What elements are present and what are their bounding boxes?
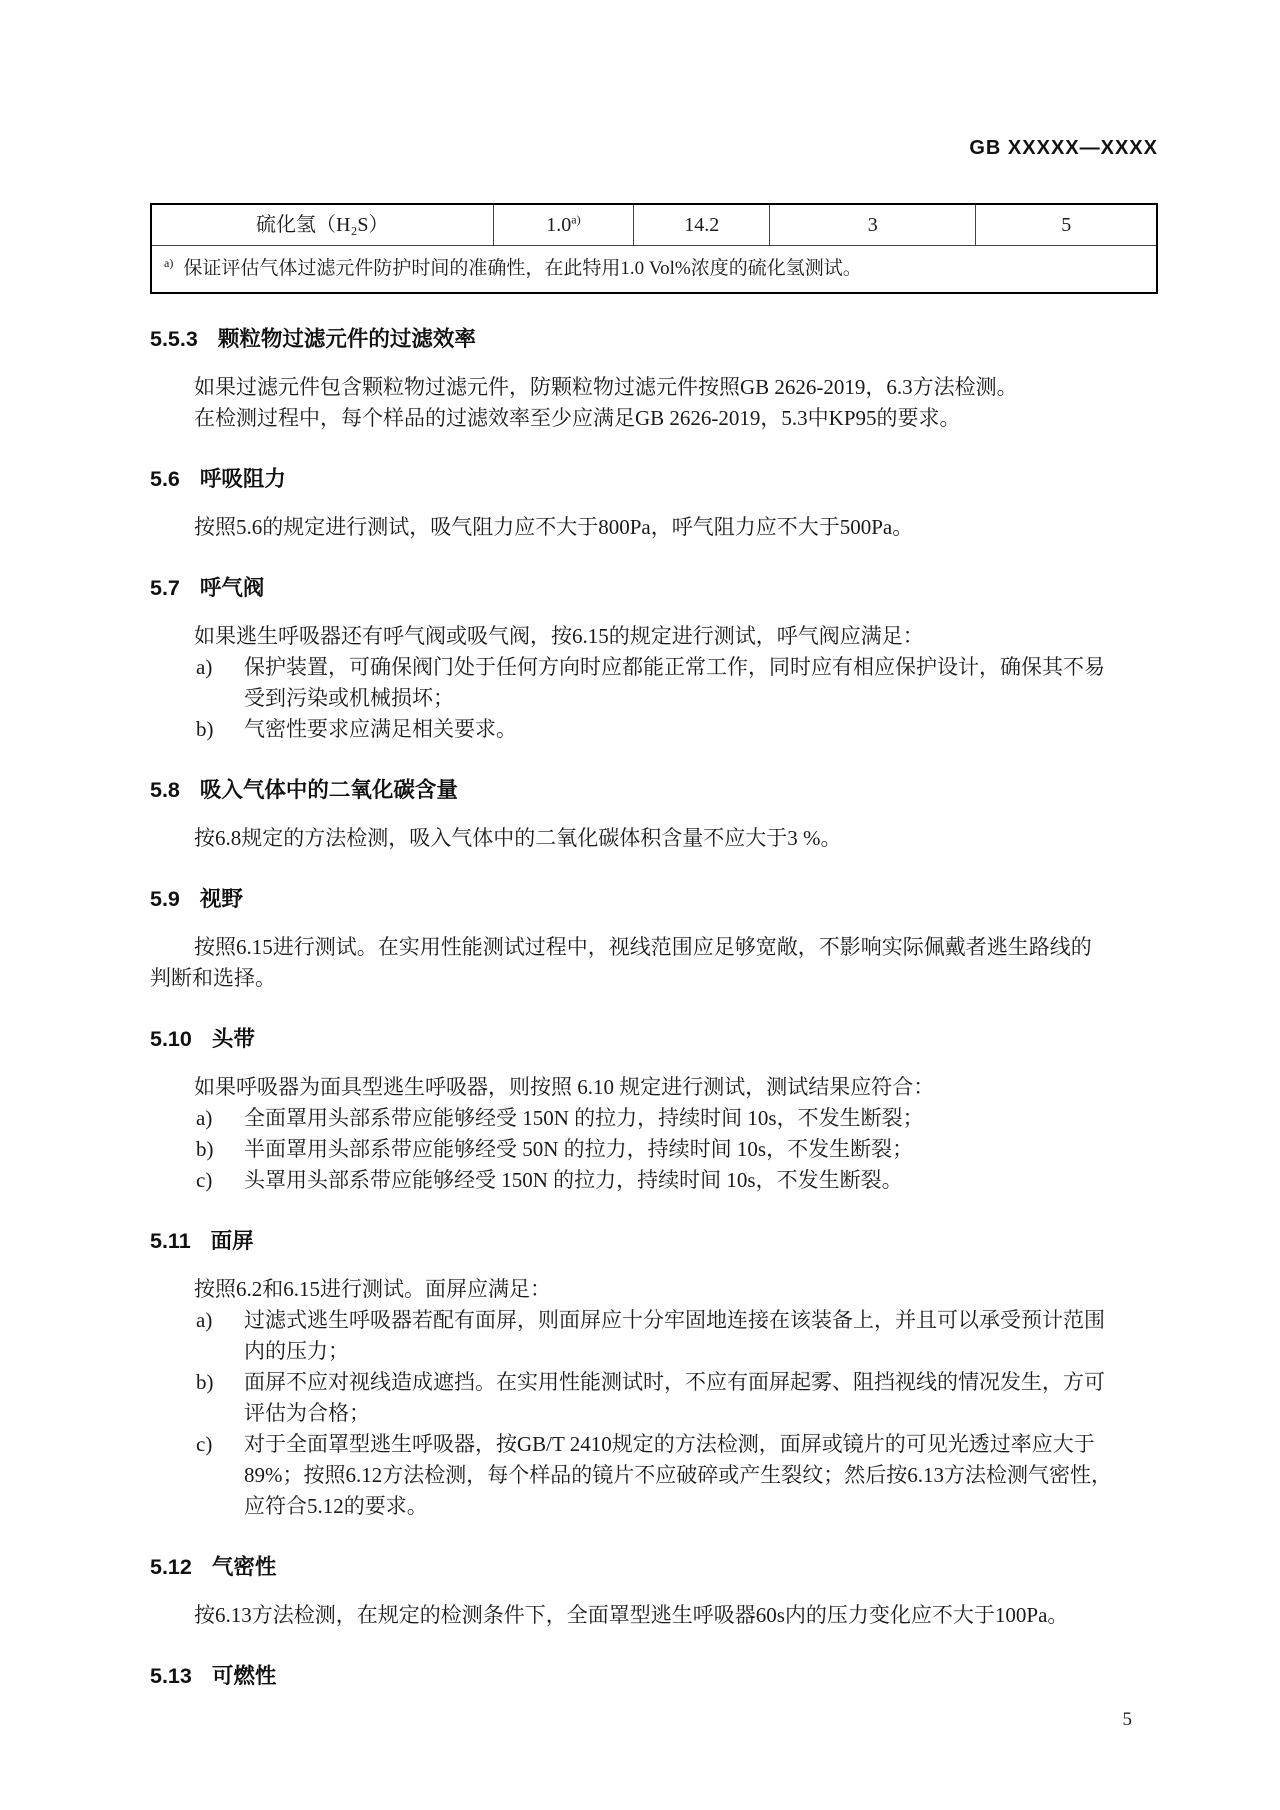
text-line: 如果逃生呼吸器还有呼气阀或吸气阀，按6.15的规定进行测试，呼气阀应满足： (194, 624, 924, 648)
text-line: 内的压力； (244, 1339, 349, 1363)
section-title: 气密性 (211, 1555, 277, 1579)
text-line: 89%；按照6.12方法检测，每个样品的镜片不应破碎或产生裂纹；然后按6.13方法检测气密性， (244, 1463, 1112, 1487)
cell-value-3: 3 (770, 204, 976, 246)
table-footnote-row (151, 246, 1157, 294)
cell-concentration-footnote-marker: a) (571, 212, 581, 227)
section-number: 5.5.3 (150, 327, 198, 351)
section-title: 颗粒物过滤元件的过滤效率 (217, 327, 476, 351)
text-line: 半面罩用头部系带应能够经受 50N 的拉力，持续时间 10s，不发生断裂； (244, 1137, 914, 1161)
text-line: 头罩用头部系带应能够经受 150N 的拉力，持续时间 10s，不发生断裂。 (244, 1168, 903, 1192)
section-number: 5.13 (150, 1664, 192, 1688)
section-number: 5.10 (150, 1027, 192, 1051)
text-line: 如果过滤元件包含颗粒物过滤元件，防颗粒物过滤元件按照GB 2626-2019，6.3方法检测。 (194, 375, 1018, 399)
table-footnote-cell (151, 246, 1157, 294)
text-line: 全面罩用头部系带应能够经受 150N 的拉力，持续时间 10s，不发生断裂； (244, 1106, 924, 1130)
section-heading (150, 1026, 1158, 1052)
text-line: 判断和选择。 (150, 966, 276, 990)
text-line: 气密性要求应满足相关要求。 (244, 717, 517, 741)
section-title: 头带 (211, 1027, 255, 1051)
cell-value-4: 5 (976, 204, 1157, 246)
section-heading (150, 326, 1158, 352)
sections (150, 326, 1158, 1689)
standard-number-header: GB XXXXX—XXXX (969, 137, 1158, 159)
list-item (150, 1103, 1158, 1134)
section-number: 5.6 (150, 467, 180, 491)
list-item-label: a) (196, 1106, 213, 1130)
section-heading (150, 1554, 1158, 1580)
section-title: 呼气阀 (199, 576, 265, 600)
section-number: 5.12 (150, 1555, 192, 1579)
list-item-label: b) (196, 717, 214, 741)
text-line: 受到污染或机械损坏； (244, 686, 454, 710)
text-line: 按照6.2和6.15进行测试。面屏应满足： (194, 1277, 551, 1301)
list-item (150, 652, 1158, 714)
page-number: 5 (1122, 1709, 1132, 1730)
section-title: 呼吸阻力 (199, 467, 286, 491)
gas-test-table (150, 203, 1158, 294)
list-item (150, 1305, 1158, 1367)
text-line: 过滤式逃生呼吸器若配有面屏，则面屏应十分牢固地连接在该装备上，并且可以承受预计范围 (244, 1308, 1105, 1332)
list-item (150, 714, 1158, 745)
section-number: 5.7 (150, 576, 180, 600)
list-item-label: b) (196, 1370, 214, 1394)
list-item-label: a) (196, 655, 213, 679)
text-line: 面屏不应对视线造成遮挡。在实用性能测试时，不应有面屏起雾、阻挡视线的情况发生，方可 (244, 1370, 1105, 1394)
section-heading (150, 886, 1158, 912)
section-heading (150, 466, 1158, 492)
list-item (150, 1134, 1158, 1165)
list-item (150, 1367, 1158, 1429)
section-heading (150, 1663, 1158, 1689)
text-line: 按照5.6的规定进行测试，吸气阻力应不大于800Pa，呼气阻力应不大于500Pa。 (194, 515, 914, 539)
footnote-marker: a) (164, 255, 174, 270)
list-item (150, 1165, 1158, 1196)
list-item-label: c) (196, 1432, 213, 1456)
cell-concentration (493, 204, 634, 246)
footnote-text: 保证评估气体过滤元件防护时间的准确性，在此特用1.0 Vol%浓度的硫化氢测试。 (183, 258, 862, 279)
text-line: 评估为合格； (244, 1401, 370, 1425)
text-line: 按6.13方法检测，在规定的检测条件下，全面罩型逃生呼吸器60s内的压力变化应不大于100Pa。 (194, 1603, 1069, 1627)
cell-value-2: 14.2 (634, 204, 770, 246)
list-item-label: a) (196, 1308, 213, 1332)
table-row (151, 204, 1157, 246)
cell-concentration-value: 1.0 (546, 214, 572, 236)
section-heading (150, 1228, 1158, 1254)
section-title: 可燃性 (211, 1664, 277, 1688)
text-line: 保护装置，可确保阀门处于任何方向时应都能正常工作，同时应有相应保护设计，确保其不易 (244, 655, 1105, 679)
text-line: 应符合5.12的要求。 (244, 1494, 428, 1518)
section-title: 面屏 (210, 1229, 254, 1253)
section-number: 5.11 (150, 1229, 191, 1253)
list-item-label: b) (196, 1137, 214, 1161)
text-line: 按照6.15进行测试。在实用性能测试过程中，视线范围应足够宽敞，不影响实际佩戴者逃生路线的 (194, 935, 1092, 959)
text-line: 在检测过程中，每个样品的过滤效率至少应满足GB 2626-2019，5.3中KP95的要求。 (194, 406, 961, 430)
section-heading (150, 777, 1158, 803)
cell-substance: 硫化氢（H₂S） (151, 204, 493, 246)
section-title: 吸入气体中的二氧化碳含量 (199, 778, 458, 802)
section-heading (150, 575, 1158, 601)
text-line: 对于全面罩型逃生呼吸器，按GB/T 2410规定的方法检测，面屏或镜片的可见光透过率应大于 (244, 1432, 1095, 1456)
list-item-label: c) (196, 1168, 213, 1192)
section-title: 视野 (199, 887, 243, 911)
list-item (150, 1429, 1158, 1522)
section-number: 5.9 (150, 887, 180, 911)
text-line: 如果呼吸器为面具型逃生呼吸器，则按照 6.10 规定进行测试，测试结果应符合： (194, 1075, 935, 1099)
text-line: 按6.8规定的方法检测，吸入气体中的二氧化碳体积含量不应大于3 %。 (194, 826, 842, 850)
section-number: 5.8 (150, 778, 180, 802)
